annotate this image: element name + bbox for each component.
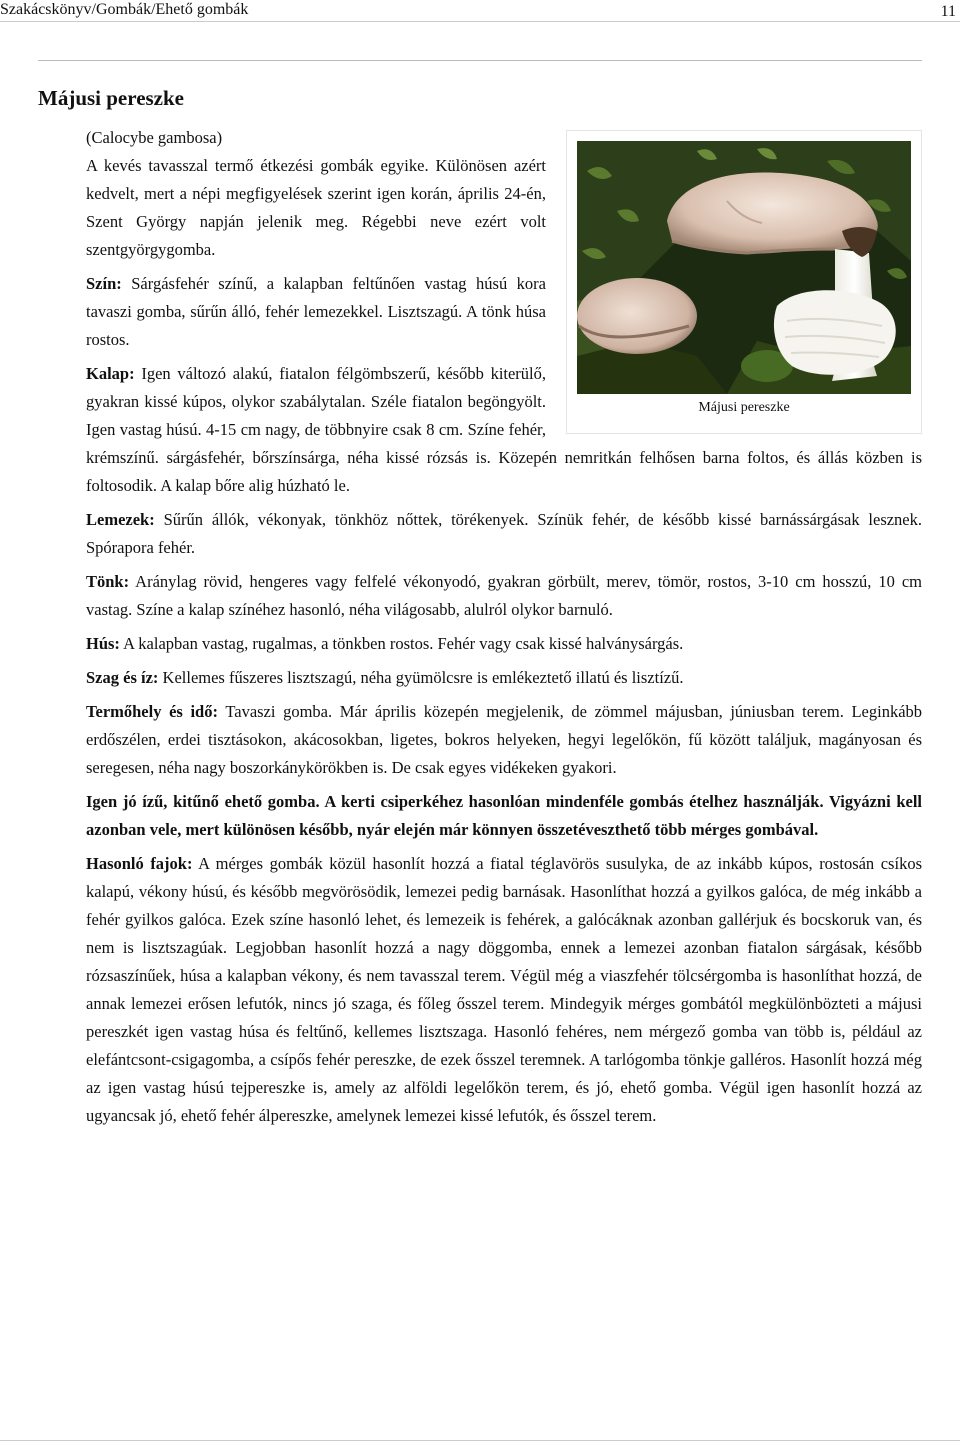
flesh-text: A kalapban vastag, rugalmas, a tönkben rostos. Fehér vagy csak kissé halványsárgás. <box>123 634 684 653</box>
section-divider <box>38 60 922 61</box>
page-header <box>0 0 960 22</box>
page-number: 11 <box>940 3 956 20</box>
habitat-section <box>86 698 922 782</box>
similar-species-text: A mérges gombák közül hasonlít hozzá a fiatal téglavörös susulyka, de az inkább kúpos, rostosán csíkos kalapú, vékony húsú, és később megvörösödik, lemezei pedig barnásak. Hasonlíthat hozzá a gyilkos galóca, de még inkább a fehér gyilkos galóca. Ezek színe hasonló lehet, és lemezeik is fehérek, a galócáknak azonban gallérjuk és bocskoruk van, és nem is lisztszagúak. Legjobban hasonlít hozzá a nagy döggomba, ennek a lemezei azonban fiatalon sárgásak, később rózsaszínűek, húsa a kalapban vékony, és nem tavasszal terem. Végül még a viaszfehér tölcsérgomba is hasonlíthat hozzá, de annak lemezei erősen lefutók, nincs jó szaga, és főleg ősszel terem. Mindegyik mérges gombától megkülönbözteti a májusi pereszkét igen vastag húsa és feltűnő, kellemes lisztszaga. Hasonló fehéres, nem mérgező gomba van több is, például az elefántcsont-csigagomba, a csípős fehér pereszke, de ezek ősszel teremnek. A tarlógomba tönkje galléros. Hasonlít hozzá még az igen vastag húsú tejpereszke is, amely az alföldi legelőkön terem, és jó, ehető gomba. Végül igen hasonlít hozzá az ugyancsak jó, ehető fehér álpereszke, amelynek lemezei kissé lefutók, és ősszel terem. <box>86 854 922 1125</box>
stem-section <box>86 568 922 624</box>
stem-label: Tönk: <box>86 572 130 591</box>
mushroom-photo <box>577 141 911 394</box>
figure-caption: Májusi pereszke <box>698 400 790 415</box>
habitat-label: Termőhely és idő: <box>86 702 218 721</box>
figure <box>566 130 922 434</box>
smell-taste-text: Kellemes fűszeres lisztszagú, néha gyümölcsre is emlékeztető illatú és lisztízű. <box>162 668 684 687</box>
latin-name: (Calocybe gambosa) <box>86 128 223 147</box>
page-title: Májusi pereszke <box>38 86 185 110</box>
flesh-label: Hús: <box>86 634 120 653</box>
footer-divider <box>0 1440 960 1441</box>
smell-taste-label: Szag és íz: <box>86 668 159 687</box>
intro-paragraph: A kevés tavasszal termő étkezési gombák egyike. Különösen azért kedvelt, mert a népi megfigyelések szerint igen korán, április 24-én, Szent György napján jelenik meg. Régebbi neve ezért volt szentgyörgygomba. <box>86 156 546 259</box>
color-text: Sárgásfehér színű, a kalapban feltűnően vastag húsú kora tavaszi gomba, sűrűn álló, fehér lemezekkel. Lisztszagú. A tönk húsa rostos. <box>86 274 546 349</box>
similar-species-section <box>86 850 922 1130</box>
edibility-note: Igen jó ízű, kitűnő ehető gomba. A kerti csiperkéhez hasonlóan mindenféle gombás ételhez használják. Vigyázni kell azonban vele, mert különösen később, nyár elején már könnyen összetéveszthető több mérges gombával. <box>86 792 922 839</box>
gills-label: Lemezek: <box>86 510 155 529</box>
similar-species-label: Hasonló fajok: <box>86 854 193 873</box>
smell-taste-section <box>86 664 922 692</box>
header-divider <box>0 21 960 22</box>
breadcrumb: Szakácskönyv/Gombák/Ehető gombák <box>0 1 249 18</box>
stem-text: Aránylag rövid, hengeres vagy felfelé vékonyodó, gyakran görbült, merev, tömör, rostos, 3-10 cm hosszú, 10 cm vastag. Színe a kalap színéhez hasonló, néha világosabb, alulról olykor barnuló. <box>86 572 922 619</box>
color-label: Szín: <box>86 274 122 293</box>
cap-text: Igen változó alakú, fiatalon félgömbszerű, később kiterülő, gyakran kissé kúpos, olykor szabálytalan. Széle fiatalon begöngyölt. Igen vastag húsú. 4-15 cm nagy, de többnyire csak 8 cm. Színe fehér, krémszínű. sárgásfehér, bőrszínsárga, néha kissé rózsás is. Közepén nemritkán felhősen barna foltos, és állás közben is foltosodik. A kalap bőre alig húzható le. <box>86 364 922 495</box>
gills-section <box>86 506 922 562</box>
habitat-text: Tavaszi gomba. Már április közepén megjelenik, de zömmel májusban, júniusban terem. Leginkább erdőszélen, erdei tisztásokon, akácosokban, ligetes, bokros helyeken, hegyi legelőkön, fű között találjuk, magányosan és seregesen, néha nagy boszorkánykörökben is. De csak egyes vidékeken gyakori. <box>86 702 923 777</box>
cap-label: Kalap: <box>86 364 135 383</box>
article-body <box>86 124 922 1136</box>
gills-text: Sűrűn állók, vékonyak, tönkhöz nőttek, törékenyek. Színük fehér, de később kissé barnássárgásak lesznek. Spórapora fehér. <box>86 510 923 557</box>
flesh-section <box>86 630 922 658</box>
